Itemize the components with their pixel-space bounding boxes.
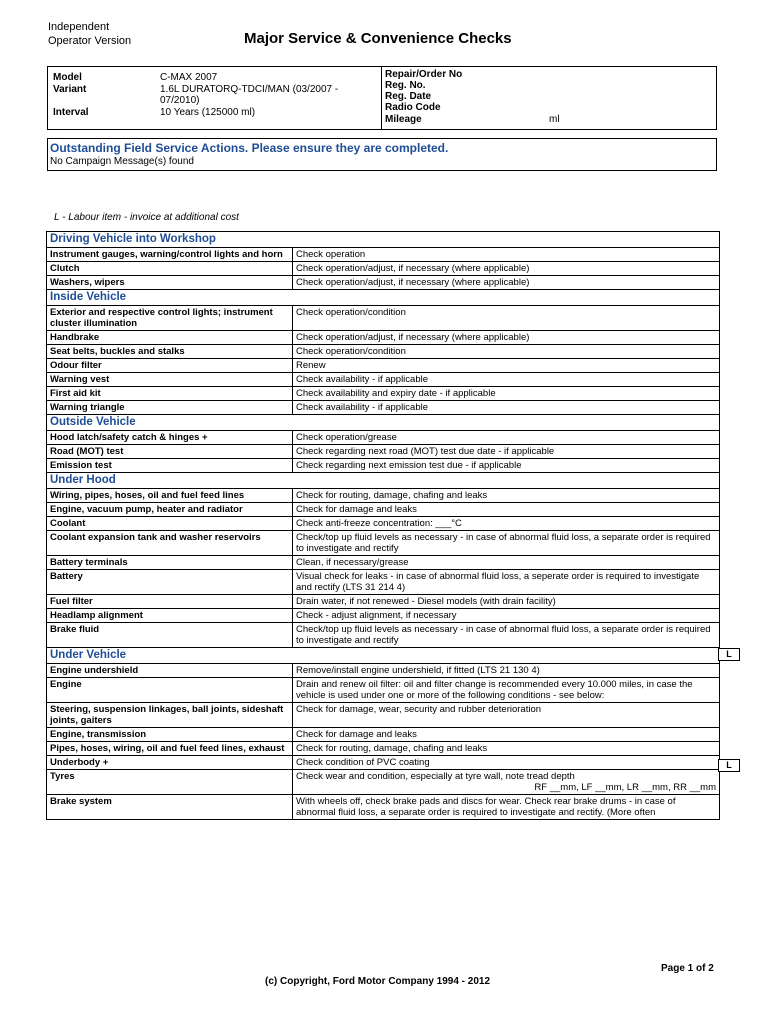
check-item: Road (MOT) test <box>47 445 293 459</box>
table-row <box>47 703 720 728</box>
check-action: Check/top up fluid levels as necessary - in case of abnormal fluid loss, a separate order is required to investigate and rectify <box>293 531 720 556</box>
section-title: Outside Vehicle <box>47 415 720 431</box>
check-item: Engine <box>47 678 293 703</box>
section-header <box>47 648 720 664</box>
table-row <box>47 742 720 756</box>
operator-line-2: Operator Version <box>48 35 132 47</box>
page-number: Page 1 of 2 <box>661 963 714 974</box>
check-action: Check for routing, damage, chafing and leaks <box>293 489 720 503</box>
table-row <box>47 595 720 609</box>
operator-line-1: Independent <box>48 21 110 33</box>
model-value: C-MAX 2007 <box>160 72 218 83</box>
check-item: Seat belts, buckles and stalks <box>47 345 293 359</box>
check-action: Renew <box>293 359 720 373</box>
section-header <box>47 290 720 306</box>
check-action: Check operation/condition <box>293 306 720 331</box>
table-row <box>47 345 720 359</box>
table-row <box>47 489 720 503</box>
check-action: Check for routing, damage, chafing and leaks <box>293 742 720 756</box>
table-row <box>47 570 720 595</box>
table-row <box>47 795 720 820</box>
check-item: Handbrake <box>47 331 293 345</box>
check-action: Clean, if necessary/grease <box>293 556 720 570</box>
table-row <box>47 445 720 459</box>
table-row <box>47 756 720 770</box>
table-row <box>47 531 720 556</box>
table-row <box>47 431 720 445</box>
check-action: Drain and renew oil filter: oil and filter change is recommended every 10.000 miles, in case the vehicle is used under one or more of the following conditions - see below: <box>293 678 720 703</box>
variant-label: Variant <box>53 84 87 95</box>
interval-label: Interval <box>53 107 89 118</box>
check-action: Check for damage, wear, security and rubber deterioration <box>293 703 720 728</box>
check-action: Check availability - if applicable <box>293 373 720 387</box>
check-action <box>293 770 720 795</box>
field-service-message: No Campaign Message(s) found <box>50 156 194 167</box>
section-title: Driving Vehicle into Workshop <box>47 232 720 248</box>
table-row <box>47 770 720 795</box>
table-row <box>47 678 720 703</box>
check-action: With wheels off, check brake pads and discs for wear. Check rear brake drums - in case of abnormal fluid loss, a separate order is required to investigate and rectify. (More often <box>293 795 720 820</box>
check-action: Check operation/adjust, if necessary (where applicable) <box>293 262 720 276</box>
service-checklist-table <box>46 231 720 820</box>
check-item: Brake fluid <box>47 623 293 648</box>
check-item: Washers, wipers <box>47 276 293 290</box>
table-row <box>47 306 720 331</box>
check-item: Brake system <box>47 795 293 820</box>
check-action: Drain water, if not renewed - Diesel models (with drain facility) <box>293 595 720 609</box>
reg-date-label: Reg. Date <box>385 91 432 102</box>
mileage-label: Mileage <box>385 114 422 125</box>
labour-note: L - Labour item - invoice at additional cost <box>54 212 239 223</box>
section-title: Under Vehicle <box>47 648 720 664</box>
table-row <box>47 664 720 678</box>
check-item: Clutch <box>47 262 293 276</box>
table-row <box>47 728 720 742</box>
check-item: Warning vest <box>47 373 293 387</box>
table-row <box>47 262 720 276</box>
check-action: Check regarding next emission test due - if applicable <box>293 459 720 473</box>
check-action: Check/top up fluid levels as necessary - in case of abnormal fluid loss, a separate order is required to investigate and rectify <box>293 623 720 648</box>
check-action: Check condition of PVC coating <box>293 756 720 770</box>
table-row <box>47 401 720 415</box>
check-action: Check - adjust alignment, if necessary <box>293 609 720 623</box>
radio-code-label: Radio Code <box>385 102 441 113</box>
check-action: Visual check for leaks - in case of abnormal fluid loss, a seperate order is required to investigate and rectify (LTS 31 214 4) <box>293 570 720 595</box>
check-item: Battery terminals <box>47 556 293 570</box>
check-item: Odour filter <box>47 359 293 373</box>
table-row <box>47 276 720 290</box>
check-item: Tyres <box>47 770 293 795</box>
labour-marker-engine-undershield: L <box>718 759 740 772</box>
page-title: Major Service & Convenience Checks <box>244 30 512 47</box>
section-header <box>47 415 720 431</box>
interval-value: 10 Years (125000 ml) <box>160 107 256 118</box>
labour-marker-battery: L <box>718 648 740 661</box>
table-row <box>47 609 720 623</box>
check-action: Check for damage and leaks <box>293 503 720 517</box>
check-action: Check operation/adjust, if necessary (where applicable) <box>293 276 720 290</box>
reg-no-label: Reg. No. <box>385 80 426 91</box>
section-header <box>47 232 720 248</box>
check-item: Wiring, pipes, hoses, oil and fuel feed lines <box>47 489 293 503</box>
section-header <box>47 473 720 489</box>
check-item: Pipes, hoses, wiring, oil and fuel feed lines, exhaust <box>47 742 293 756</box>
check-action: Check operation/grease <box>293 431 720 445</box>
check-action: Check for damage and leaks <box>293 728 720 742</box>
table-row <box>47 387 720 401</box>
table-row <box>47 503 720 517</box>
vehicle-info-box <box>47 66 717 130</box>
check-action: Remove/install engine undershield, if fitted (LTS 21 130 4) <box>293 664 720 678</box>
check-action: Check availability - if applicable <box>293 401 720 415</box>
check-item: Coolant <box>47 517 293 531</box>
variant-value-2: 07/2010) <box>160 95 200 106</box>
check-item: Steering, suspension linkages, ball joints, sideshaft joints, gaiters <box>47 703 293 728</box>
check-action: Check operation/condition <box>293 345 720 359</box>
check-item: Fuel filter <box>47 595 293 609</box>
table-row <box>47 459 720 473</box>
tyre-check-text: Check wear and condition, especially at tyre wall, note tread depth <box>296 771 575 782</box>
check-item: Exterior and respective control lights; instrument cluster illumination <box>47 306 293 331</box>
table-row <box>47 517 720 531</box>
check-action: Check anti-freeze concentration: ___°C <box>293 517 720 531</box>
table-row <box>47 359 720 373</box>
variant-value-1: 1.6L DURATORQ-TDCI/MAN (03/2007 - <box>160 84 339 95</box>
table-row <box>47 623 720 648</box>
check-action: Check operation/adjust, if necessary (where applicable) <box>293 331 720 345</box>
check-item: Battery <box>47 570 293 595</box>
check-action: Check regarding next road (MOT) test due date - if applicable <box>293 445 720 459</box>
tread-depth-fields: RF __mm, LF __mm, LR __mm, RR __mm <box>534 782 716 793</box>
table-row <box>47 331 720 345</box>
section-title: Inside Vehicle <box>47 290 720 306</box>
check-item: Hood latch/safety catch & hinges + <box>47 431 293 445</box>
table-row <box>47 373 720 387</box>
check-item: Engine, vacuum pump, heater and radiator <box>47 503 293 517</box>
vehicle-info-divider <box>381 66 382 130</box>
check-action: Check operation <box>293 248 720 262</box>
check-item: First aid kit <box>47 387 293 401</box>
check-item: Warning triangle <box>47 401 293 415</box>
mileage-unit: ml <box>549 114 560 125</box>
check-action: Check availability and expiry date - if applicable <box>293 387 720 401</box>
table-row <box>47 556 720 570</box>
check-item: Underbody + <box>47 756 293 770</box>
model-label: Model <box>53 72 82 83</box>
repair-order-label: Repair/Order No <box>385 69 463 80</box>
table-row <box>47 248 720 262</box>
copyright: (c) Copyright, Ford Motor Company 1994 - 2012 <box>265 976 491 987</box>
check-item: Headlamp alignment <box>47 609 293 623</box>
field-service-title: Outstanding Field Service Actions. Please ensure they are completed. <box>50 141 449 155</box>
operator-version-label <box>48 20 131 48</box>
check-item: Coolant expansion tank and washer reservoirs <box>47 531 293 556</box>
check-item: Emission test <box>47 459 293 473</box>
check-item: Engine, transmission <box>47 728 293 742</box>
check-item: Instrument gauges, warning/control lights and horn <box>47 248 293 262</box>
check-item: Engine undershield <box>47 664 293 678</box>
section-title: Under Hood <box>47 473 720 489</box>
